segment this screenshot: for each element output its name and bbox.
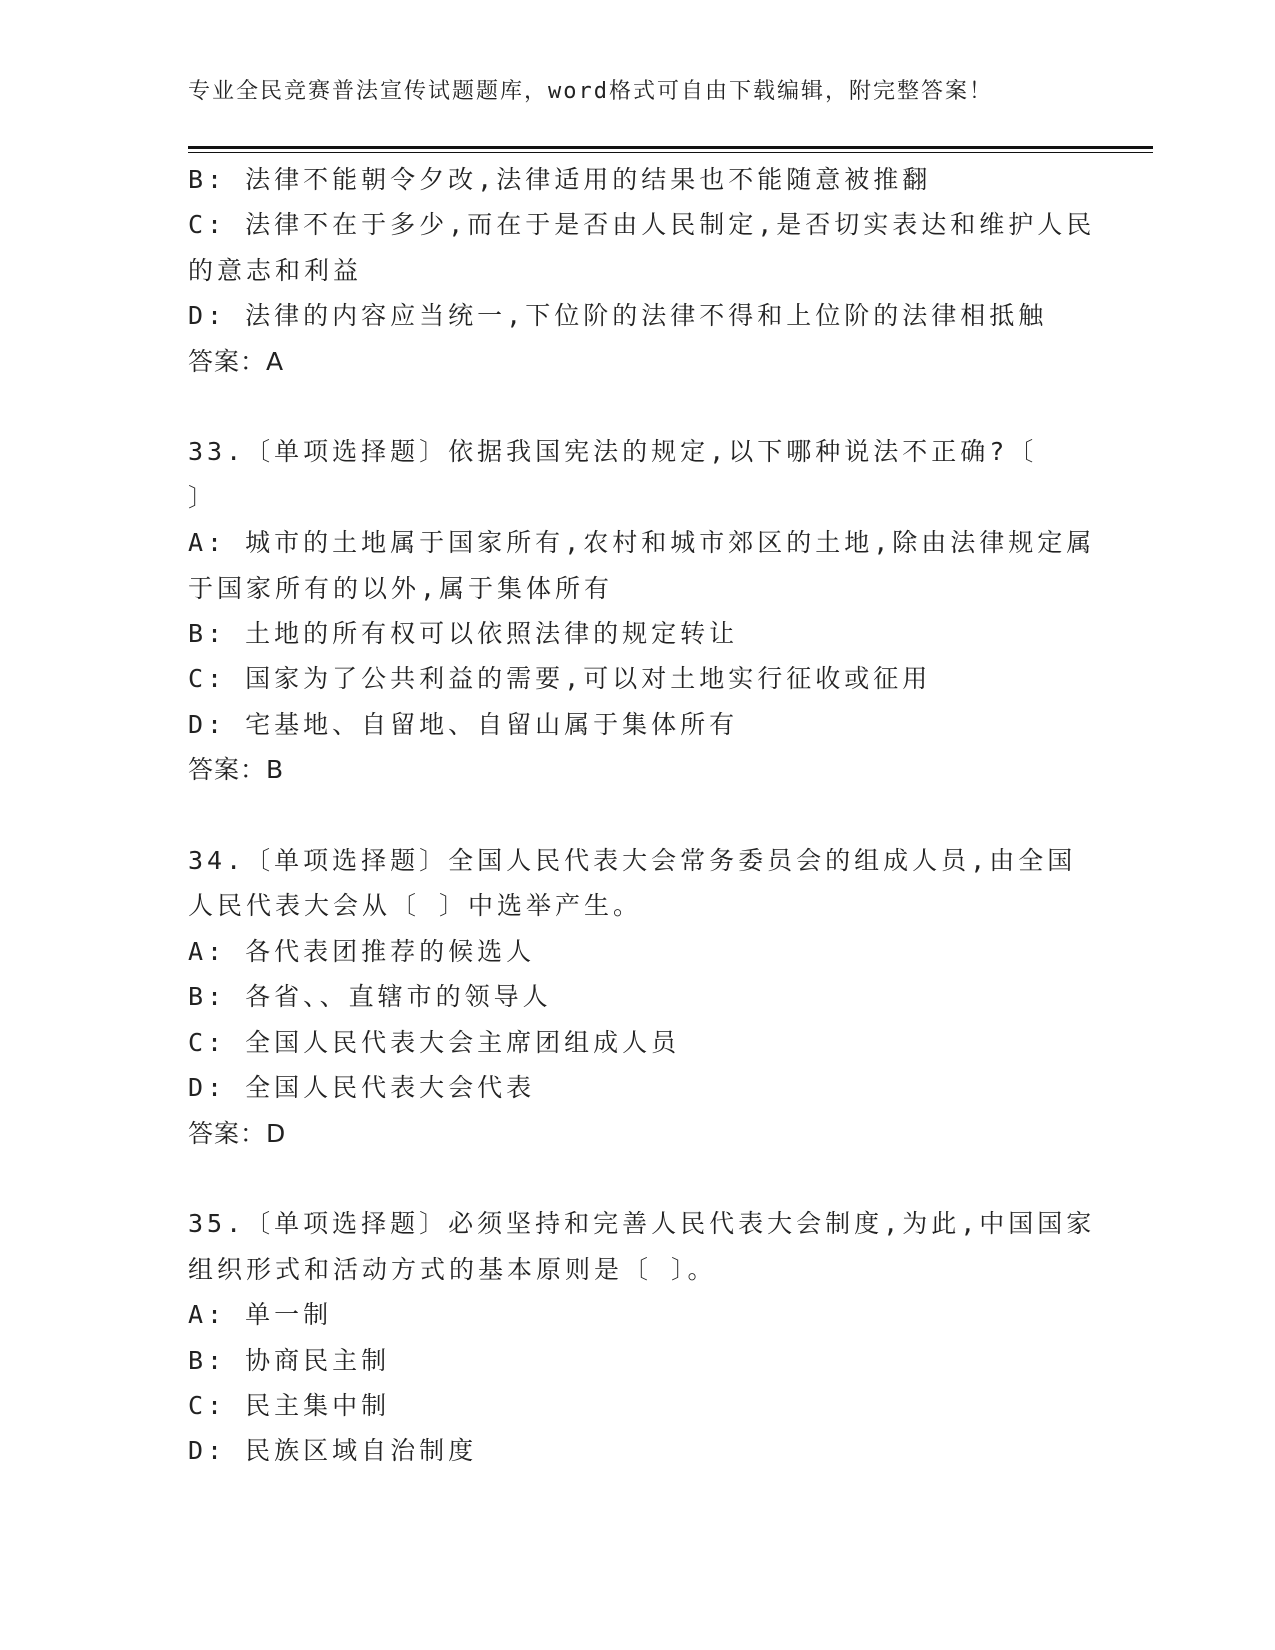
question-text: 33.〔单项选择题〕依据我国宪法的规定,以下哪种说法不正确?〔	[188, 437, 1038, 467]
option-line: A: 单一制	[188, 1300, 333, 1330]
option-line: C: 全国人民代表大会主席团组成人员	[188, 1027, 681, 1057]
spacer	[188, 793, 1088, 838]
question-34	[188, 838, 1088, 1156]
option-line: 于国家所有的以外,属于集体所有	[188, 573, 614, 603]
option-line: 的意志和利益	[188, 255, 363, 285]
option-line: A: 城市的土地属于国家所有,农村和城市郊区的土地,除由法律规定属	[188, 528, 1096, 558]
question-text: 组织形式和活动方式的基本原则是〔 〕。	[188, 1254, 717, 1284]
option-line: D: 法律的内容应当统一,下位阶的法律不得和上位阶的法律相抵触	[188, 301, 1048, 331]
option-line: D: 民族区域自治制度	[188, 1436, 478, 1466]
page-header: 专业全民竞赛普法宣传试题题库，word格式可自由下载编辑，附完整答案！	[188, 79, 993, 104]
answer-line: 答案：A	[188, 346, 285, 376]
option-line: B: 协商民主制	[188, 1345, 391, 1375]
spacer	[188, 384, 1088, 429]
header-rule-thick	[188, 146, 1153, 149]
spacer	[188, 1156, 1088, 1201]
option-line: C: 民主集中制	[188, 1390, 391, 1420]
question-text: 34.〔单项选择题〕全国人民代表大会常务委员会的组成人员,由全国	[188, 846, 1077, 876]
question-text: 人民代表大会从〔 〕中选举产生。	[188, 891, 643, 921]
option-line: C: 法律不在于多少,而在于是否由人民制定,是否切实表达和维护人民	[188, 210, 1096, 240]
option-line: C: 国家为了公共利益的需要,可以对土地实行征收或征用	[188, 664, 932, 694]
option-line: B: 各省、、直辖市的领导人	[188, 982, 552, 1012]
question-text: 35.〔单项选择题〕必须坚持和完善人民代表大会制度,为此,中国国家	[188, 1209, 1096, 1239]
document-body	[188, 157, 1096, 1474]
question-33	[188, 429, 1096, 792]
header-rule-thin	[188, 152, 1153, 153]
option-line: B: 法律不能朝令夕改,法律适用的结果也不能随意被推翻	[188, 165, 932, 194]
question-35	[188, 1201, 1096, 1473]
question-text: 〕	[188, 482, 218, 512]
answer-line: 答案：D	[188, 1118, 287, 1148]
question-32	[188, 157, 1096, 384]
option-line: B: 土地的所有权可以依照法律的规定转让	[188, 619, 739, 649]
option-line: D: 宅基地、自留地、自留山属于集体所有	[188, 709, 739, 739]
answer-line: 答案：B	[188, 755, 285, 785]
option-line: A: 各代表团推荐的候选人	[188, 936, 536, 966]
option-line: D: 全国人民代表大会代表	[188, 1073, 536, 1103]
